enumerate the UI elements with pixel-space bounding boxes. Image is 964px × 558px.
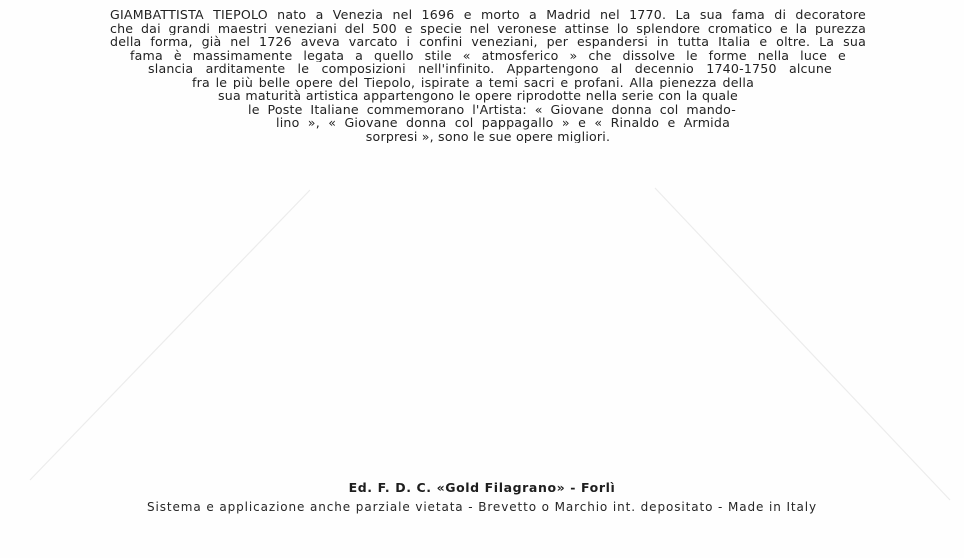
- artist-description: [110, 8, 866, 143]
- left-flap-fold-line: [30, 190, 310, 480]
- patent-notice: Sistema e applicazione anche parziale vietata - Brevetto o Marchio int. depositato - Made in Italy: [147, 500, 817, 514]
- description-line: che dai grandi maestri veneziani del 500 e specie nel veronese attinse lo splendore cromatico e la purezza: [110, 21, 866, 35]
- description-line: le Poste Italiane commemorano l'Artista: « Giovane donna col mando-: [248, 102, 736, 116]
- right-flap-fold-line: [655, 188, 950, 500]
- description-line: lino », « Giovane donna col pappagallo » e « Rinaldo e Armida: [276, 116, 730, 130]
- description-line: fra le più belle opere del Tiepolo, ispirate a temi sacri e profani. Alla pienezza della: [192, 75, 754, 89]
- description-line: della forma, già nel 1726 aveva varcato i confini veneziani, per espandersi in tutta Italia e oltre. La sua: [110, 35, 866, 49]
- description-line: sua maturità artistica appartengono le opere riprodotte nella serie con la quale: [218, 89, 738, 103]
- description-line: fama è massimamente legata a quello stile « atmosferico » che dissolve le forme nella luce e: [130, 48, 846, 62]
- description-line: GIAMBATTISTA TIEPOLO nato a Venezia nel 1696 e morto a Madrid nel 1770. La sua fama di decoratore: [110, 8, 866, 22]
- description-line: sorpresi », sono le sue opere migliori.: [365, 129, 611, 143]
- publisher-imprint: Ed. F. D. C. «Gold Filagrano» - Forlì: [348, 480, 616, 495]
- description-line: slancia arditamente le composizioni nell'infinito. Appartengono al decennio 1740-1750 alcune: [148, 62, 832, 76]
